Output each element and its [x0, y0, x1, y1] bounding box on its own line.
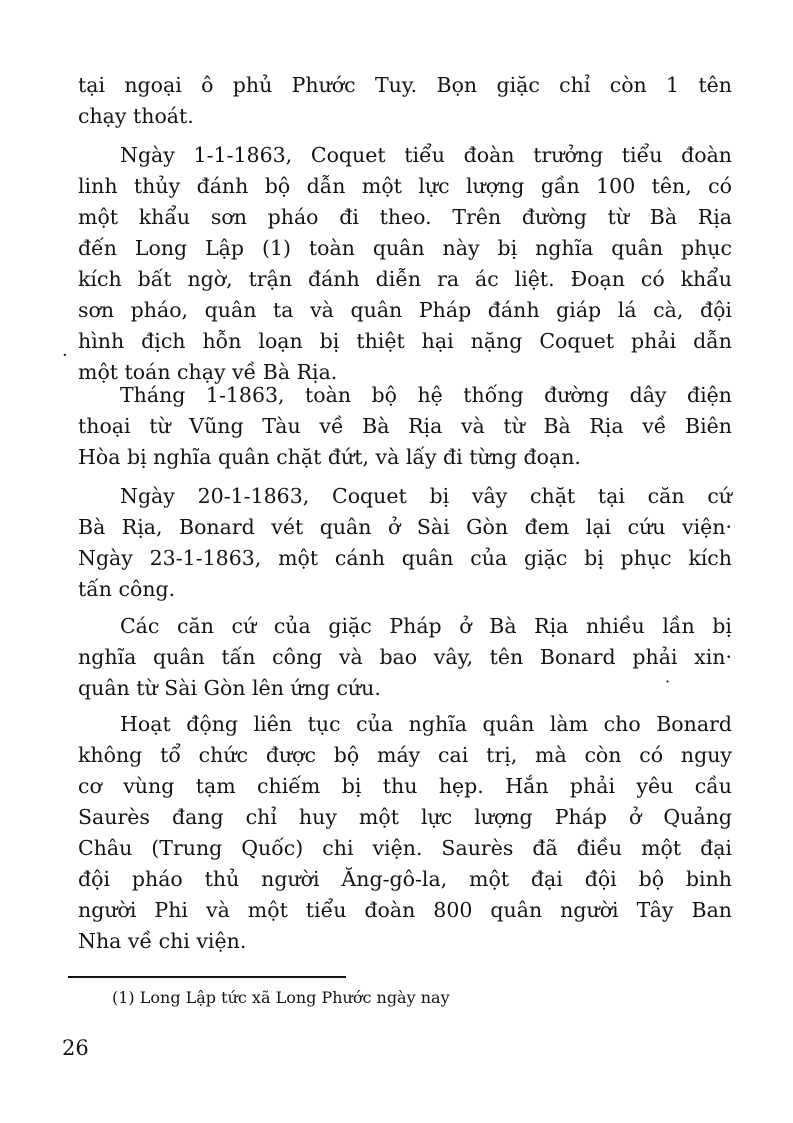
- text-line: Các căn cứ của giặc Pháp ở Bà Rịa nhiều lần bị: [120, 614, 732, 638]
- paragraph-2: [78, 140, 732, 388]
- text-line: Hoạt động liên tục của nghĩa quân làm cho Bonard: [120, 712, 732, 736]
- text-line: Ngày 1-1-1863, Coquet tiểu đoàn trưởng tiểu đoàn: [120, 143, 732, 167]
- text-line: đội pháo thủ người Ăng-gô-la, một đại đội bộ binh: [78, 867, 732, 891]
- text-line: sơn pháo, quân ta và quân Pháp đánh giáp lá cà, đội: [78, 298, 732, 322]
- text-line: không tổ chức được bộ máy cai trị, mà còn có nguy: [78, 743, 732, 767]
- page-number: 26: [62, 1036, 89, 1060]
- text-line: tại ngoại ô phủ Phước Tuy. Bọn giặc chỉ còn 1 tên: [78, 73, 732, 97]
- paragraph-3: [78, 380, 732, 473]
- text-line: chạy thoát.: [78, 104, 194, 128]
- footnote-divider: [68, 976, 346, 978]
- paragraph-6: [78, 709, 732, 957]
- text-line: một khẩu sơn pháo đi theo. Trên đường từ Bà Rịa: [78, 205, 732, 229]
- footnote: (1) Long Lập tức xã Long Phước ngày nay: [112, 988, 450, 1007]
- text-line: Tháng 1-1863, toàn bộ hệ thống đường dây điện: [120, 383, 732, 407]
- text-line: kích bất ngờ, trận đánh diễn ra ác liệt. Đoạn có khẩu: [78, 267, 732, 291]
- text-line: thoại từ Vũng Tàu về Bà Rịa và từ Bà Rịa về Biên: [78, 414, 732, 438]
- text-line: Hòa bị nghĩa quân chặt đứt, và lấy đi từng đoạn.: [78, 445, 581, 469]
- text-line: Ngày 23-1-1863, một cánh quân của giặc bị phục kích: [78, 546, 732, 570]
- text-line: một toán chạy về Bà Rịa.: [78, 360, 338, 384]
- paragraph-4: [78, 481, 732, 605]
- text-line: cơ vùng tạm chiếm bị thu hẹp. Hắn phải yêu cầu: [78, 774, 732, 798]
- text-line: Bà Rịa, Bonard vét quân ở Sài Gòn đem lại cứu viện·: [78, 515, 732, 539]
- text-line: nghĩa quân tấn công và bao vây, tên Bonard phải xin·: [78, 645, 732, 669]
- text-line: hình địch hỗn loạn bị thiệt hại nặng Coquet phải dẫn: [78, 329, 732, 353]
- text-line: đến Long Lập (1) toàn quân này bị nghĩa quân phục: [78, 236, 732, 260]
- stray-dot: ·: [665, 672, 671, 691]
- text-line: người Phi và một tiểu đoàn 800 quân người Tây Ban: [78, 898, 732, 922]
- text-line: Ngày 20-1-1863, Coquet bị vây chặt tại căn cứ: [120, 484, 732, 508]
- text-line: quân từ Sài Gòn lên ứng cứu.: [78, 676, 381, 700]
- paragraph-5: [78, 611, 732, 704]
- text-line: Châu (Trung Quốc) chi viện. Saurès đã điều một đại: [78, 836, 732, 860]
- text-line: Saurès đang chỉ huy một lực lượng Pháp ở Quảng: [78, 805, 732, 829]
- margin-bullet: ·: [62, 345, 68, 366]
- text-line: linh thủy đánh bộ dẫn một lực lượng gần 100 tên, có: [78, 174, 732, 198]
- paragraph-1: [78, 70, 732, 132]
- text-line: Nha về chi viện.: [78, 929, 247, 953]
- text-line: tấn công.: [78, 577, 176, 601]
